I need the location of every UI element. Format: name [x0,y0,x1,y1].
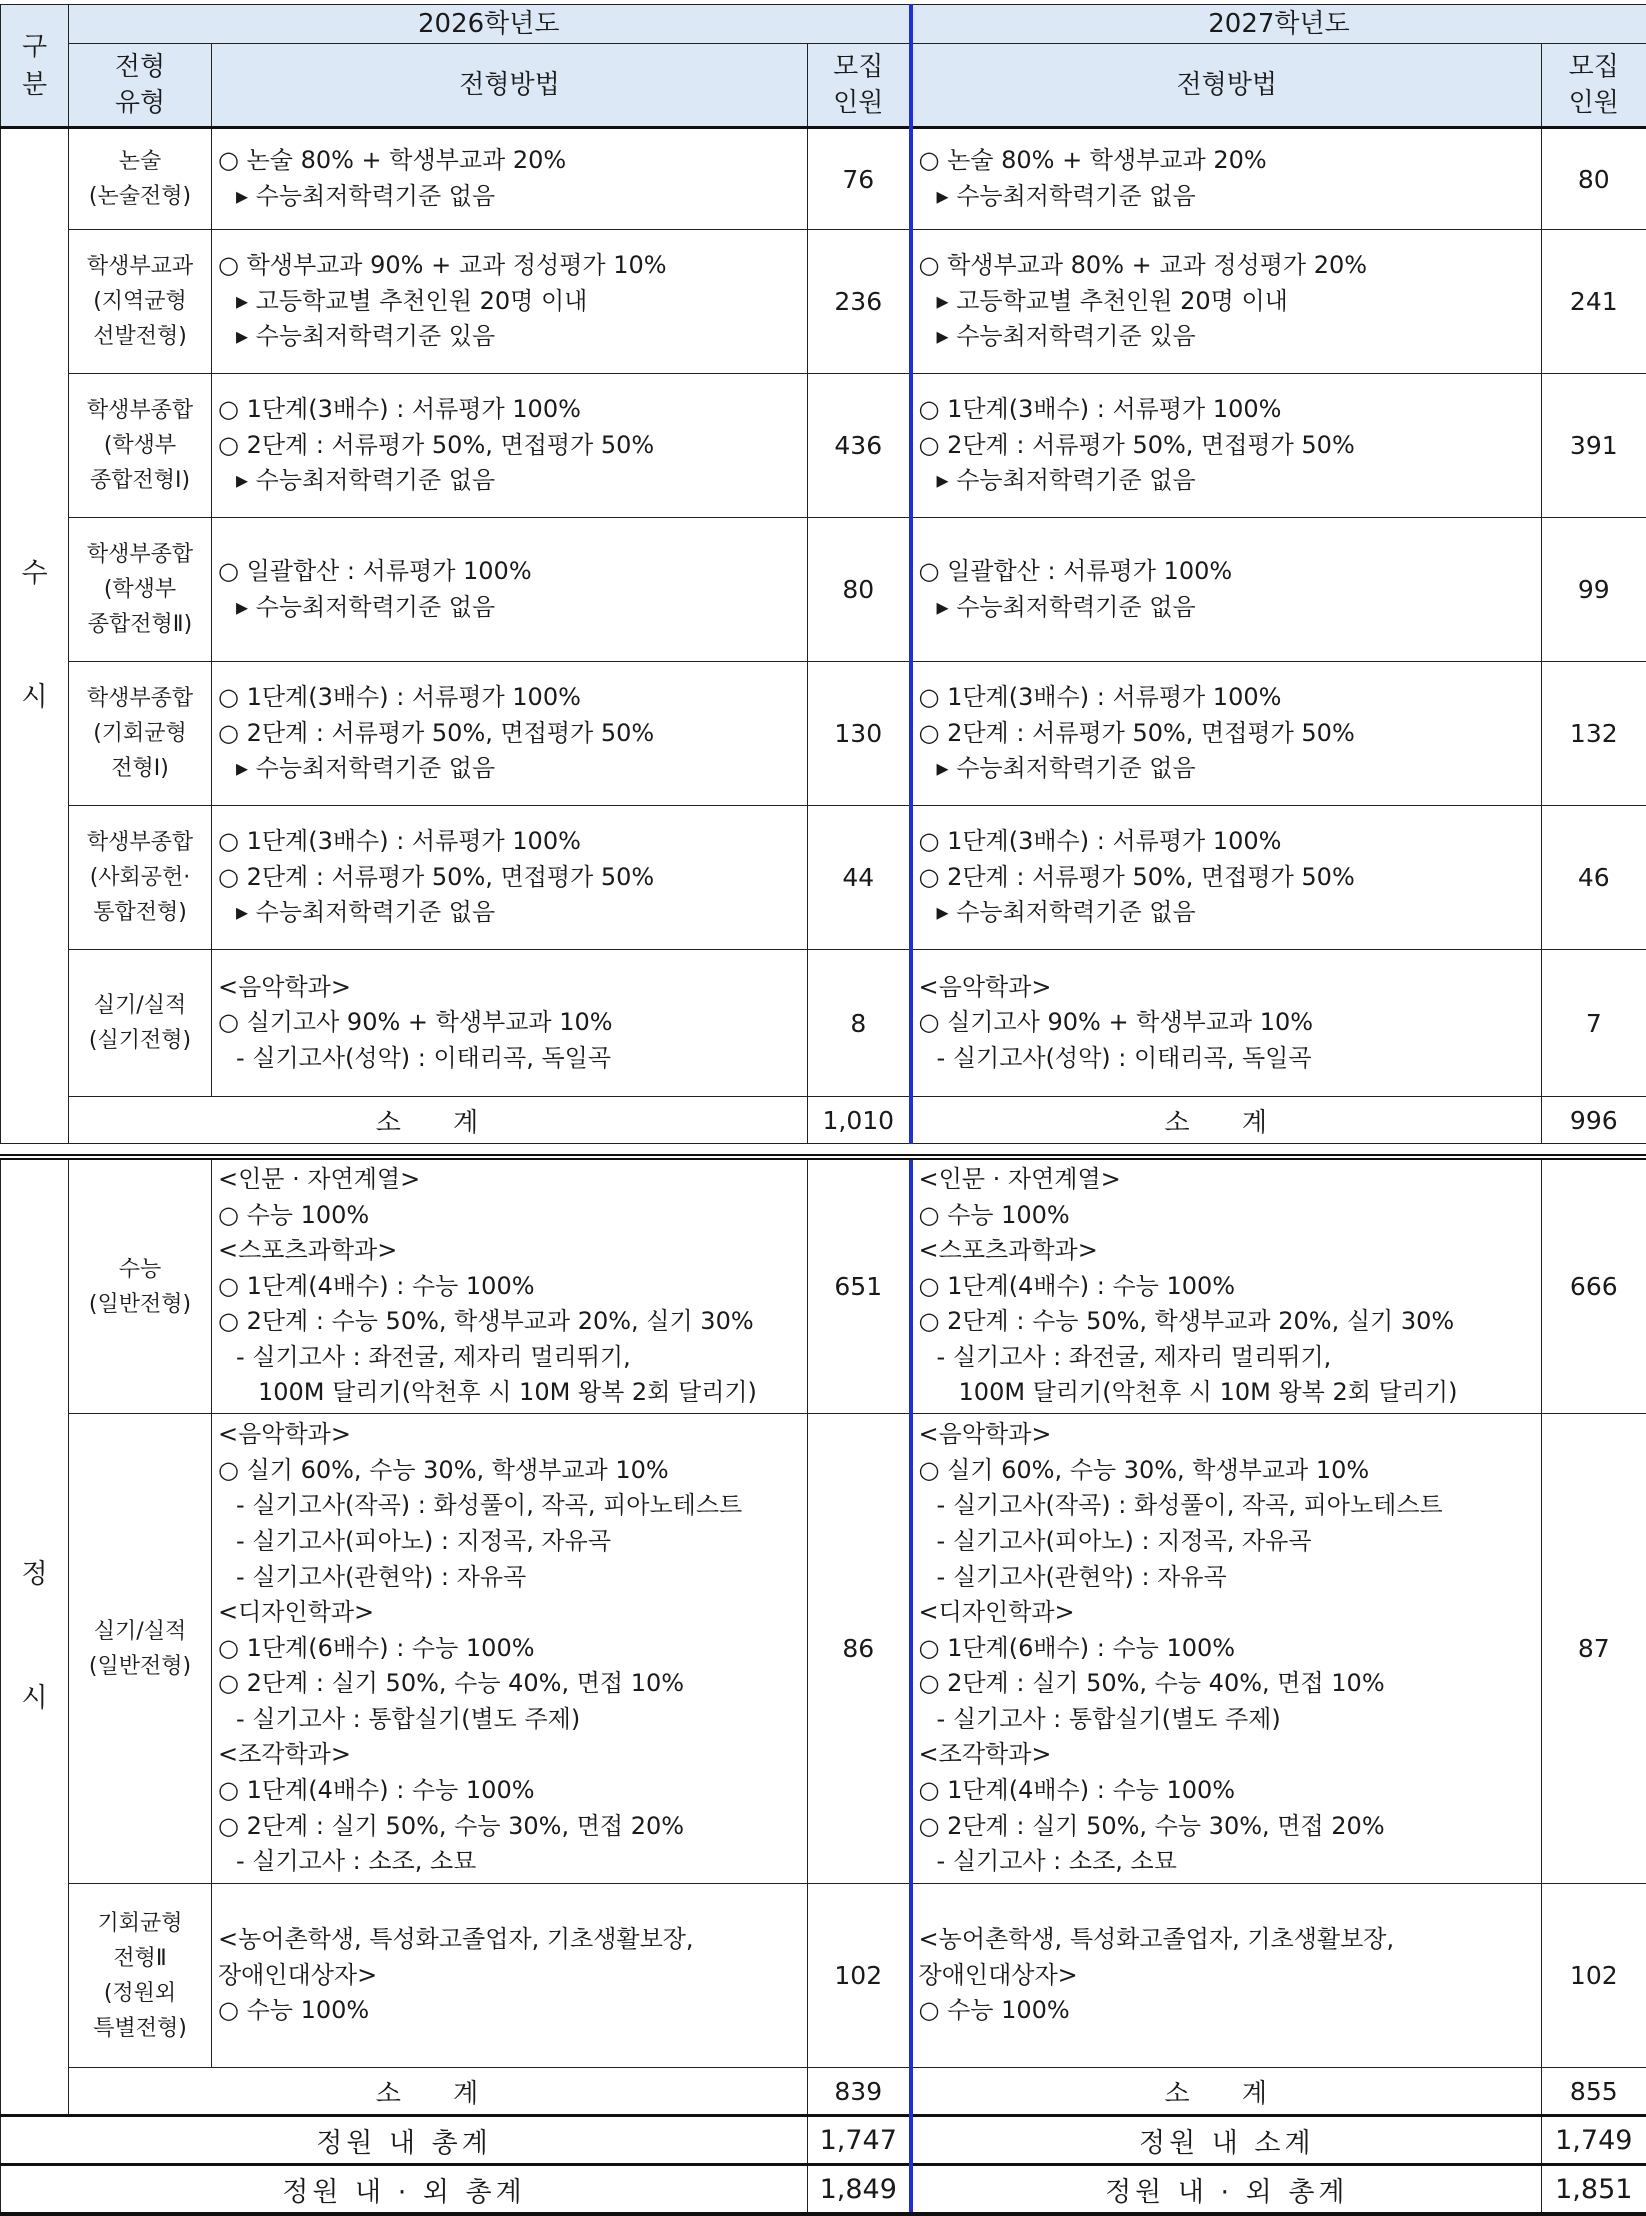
method-line: ▸ 고등학교별 추천인원 20명 이내 [919,284,1542,320]
method-line: - 실기고사(관현악) : 자유곡 [919,1560,1542,1596]
type-line: (지역균형 [69,284,211,319]
method-2026 [212,1414,808,1884]
count-2027: 391 [1542,374,1646,518]
type-line: 논술 [69,144,211,179]
method-line: ▸ 수능최저학력기준 있음 [919,319,1542,355]
method-2026 [212,518,808,662]
method-line: ▸ 고등학교별 추천인원 20명 이내 [218,284,807,320]
inner-total-row-value-2027: 1,749 [1542,2116,1646,2165]
count-2026: 130 [808,662,911,806]
method-2027 [911,950,1542,1097]
method-line: ○ 수능 100% [919,1198,1542,1234]
inner-total-row-label-2026: 정원 내 총계 [1,2116,808,2165]
method-2027 [911,128,1542,230]
method-2026 [212,128,808,230]
method-line: ○ 1단계(3배수) : 서류평가 100% [218,392,807,428]
count-2027: 102 [1542,1884,1646,2068]
admission-type [69,950,212,1097]
header-line: 모집 [808,49,909,85]
type-line: 기회균형 [69,1906,211,1941]
count-2026: 236 [808,230,911,374]
count-2027: 87 [1542,1414,1646,1884]
count-2027: 132 [1542,662,1646,806]
type-line: 특별전형) [69,2011,211,2046]
header-line: 인원 [808,85,909,121]
method-2026 [212,230,808,374]
section-char: 수 [1,543,68,605]
method-line: 장애인대상자> [919,1958,1542,1994]
method-line: - 실기고사(작곡) : 화성풀이, 작곡, 피아노테스트 [919,1488,1542,1524]
method-2026 [212,1157,808,1414]
type-line: (학생부 [69,572,211,607]
susi-row [1,374,1646,518]
type-line: 종합전형Ⅱ) [69,607,211,642]
method-line: ○ 2단계 : 실기 50%, 수능 30%, 면접 20% [919,1809,1542,1845]
type-line: 학생부교과 [69,249,211,284]
method-line: ○ 일괄합산 : 서류평가 100% [919,554,1542,590]
method-line: ○ 2단계 : 수능 50%, 학생부교과 20%, 실기 30% [218,1304,807,1340]
jeongsi-row [1,1414,1646,1884]
count-2026: 102 [808,1884,911,2068]
section-gap [1,1144,1646,1158]
method-2026 [212,374,808,518]
method-line: <인문 · 자연계열> [218,1162,807,1198]
susi-row [1,230,1646,374]
method-line: ○ 1단계(3배수) : 서류평가 100% [218,824,807,860]
method-header-2027 [911,44,1542,128]
method-line: ○ 실기고사 90% + 학생부교과 10% [218,1005,807,1041]
admission-type [69,518,212,662]
method-line: ○ 1단계(4배수) : 수능 100% [919,1773,1542,1809]
header-line: 유형 [69,85,211,121]
type-line: (일반전형) [69,1287,211,1322]
method-line: ○ 실기 60%, 수능 30%, 학생부교과 10% [218,1453,807,1489]
type-line: (논술전형) [69,179,211,214]
method-line: ▸ 수능최저학력기준 없음 [919,895,1542,931]
count-2027: 99 [1542,518,1646,662]
method-2027 [911,518,1542,662]
method-header [212,44,808,128]
type-line: 통합전형) [69,895,211,930]
type-line: 학생부종합 [69,825,211,860]
method-line: 100M 달리기(악천후 시 10M 왕복 2회 달리기) [919,1375,1542,1411]
method-line: <스포츠과학과> [919,1233,1542,1269]
susi-row [1,518,1646,662]
gubun-char: 분 [1,66,68,104]
count-2026: 86 [808,1414,911,1884]
subtotal-2026: 839 [808,2068,911,2116]
method-line: <음악학과> [218,970,807,1006]
header-row-years [1,5,1646,44]
count-2026: 80 [808,518,911,662]
method-2027 [911,662,1542,806]
method-2026 [212,806,808,950]
count-header-2027 [1542,44,1646,128]
method-line: - 실기고사(성악) : 이태리곡, 독일곡 [218,1041,807,1077]
method-line: - 실기고사(피아노) : 지정곡, 자유곡 [919,1524,1542,1560]
method-line: ○ 1단계(3배수) : 서류평가 100% [919,824,1542,860]
method-2026 [212,950,808,1097]
admission-type [69,1884,212,2068]
method-line: ○ 1단계(4배수) : 수능 100% [218,1269,807,1305]
type-line: 전형Ⅰ) [69,751,211,786]
method-line: ○ 2단계 : 서류평가 50%, 면접평가 50% [218,428,807,464]
method-line: <농어촌학생, 특성화고졸업자, 기초생활보장, [218,1922,807,1958]
gubun-char: 구 [1,28,68,66]
header-line: 전형방법 [913,67,1542,103]
method-line: ○ 실기고사 90% + 학생부교과 10% [919,1005,1542,1041]
method-line: ▸ 수능최저학력기준 있음 [218,319,807,355]
method-line: ▸ 수능최저학력기준 없음 [218,895,807,931]
method-line: ○ 1단계(3배수) : 서류평가 100% [218,680,807,716]
method-line: - 실기고사 : 통합실기(별도 주제) [919,1702,1542,1738]
susi-row [1,662,1646,806]
count-2027: 46 [1542,806,1646,950]
type-line: 학생부종합 [69,393,211,428]
method-2027 [911,1157,1542,1414]
count-header [808,44,911,128]
susi-row [1,806,1646,950]
admission-type [69,1157,212,1414]
year-2026-header: 2026학년도 [69,5,911,44]
type-line: 실기/실적 [69,1614,211,1649]
method-line: ○ 학생부교과 80% + 교과 정성평가 20% [919,248,1542,284]
count-2027: 666 [1542,1157,1646,1414]
method-line: <조각학과> [919,1737,1542,1773]
method-line: <음악학과> [919,1417,1542,1453]
type-line: (실기전형) [69,1023,211,1058]
method-line: ○ 수능 100% [919,1993,1542,2029]
method-line: <조각학과> [218,1737,807,1773]
header-line: 전형 [69,49,211,85]
method-line: ○ 수능 100% [218,1993,807,2029]
method-line: ○ 실기 60%, 수능 30%, 학생부교과 10% [919,1453,1542,1489]
susi-subtotal-row [1,1097,1646,1144]
admission-type [69,662,212,806]
method-line: ○ 1단계(6배수) : 수능 100% [919,1631,1542,1667]
method-line: ○ 2단계 : 서류평가 50%, 면접평가 50% [919,860,1542,896]
count-2026: 8 [808,950,911,1097]
header-line: 전형방법 [212,67,807,103]
header-row-columns [1,44,1646,128]
header-line: 모집 [1542,49,1646,85]
method-line: - 실기고사(관현악) : 자유곡 [218,1560,807,1596]
count-2026: 44 [808,806,911,950]
method-line: - 실기고사 : 소조, 소묘 [218,1844,807,1880]
method-line: ▸ 수능최저학력기준 없음 [919,590,1542,626]
type-line: 선발전형) [69,319,211,354]
method-line: <음악학과> [919,970,1542,1006]
susi-row [1,128,1646,230]
susi-row [1,950,1646,1097]
subtotal-label-2026: 소 계 [69,2068,808,2116]
method-2027 [911,1884,1542,2068]
admission-comparison-table [0,4,1646,2216]
inner-total-row-value-2026: 1,747 [808,2116,911,2165]
method-line: ▸ 수능최저학력기준 없음 [218,751,807,787]
method-line: <음악학과> [218,1417,807,1453]
method-line: ○ 2단계 : 실기 50%, 수능 40%, 면접 10% [919,1666,1542,1702]
subtotal-2026: 1,010 [808,1097,911,1144]
method-line: - 실기고사(피아노) : 지정곡, 자유곡 [218,1524,807,1560]
subtotal-label-2027: 소 계 [911,1097,1542,1144]
method-line: ○ 2단계 : 실기 50%, 수능 40%, 면접 10% [218,1666,807,1702]
subtotal-2027: 996 [1542,1097,1646,1144]
method-line: ○ 수능 100% [218,1198,807,1234]
gubun-header [1,5,69,128]
gap-cell [1,1144,1646,1158]
count-2026: 76 [808,128,911,230]
method-line: 100M 달리기(악천후 시 10M 왕복 2회 달리기) [218,1375,807,1411]
method-2027 [911,230,1542,374]
jeongsi-section-label [1,1157,69,2116]
method-line: ▸ 수능최저학력기준 없음 [218,590,807,626]
type-line: 학생부종합 [69,537,211,572]
method-line: <디자인학과> [919,1595,1542,1631]
jeongsi-row [1,1884,1646,2068]
method-line: ○ 1단계(3배수) : 서류평가 100% [919,680,1542,716]
type-line: 수능 [69,1252,211,1287]
method-line: ▸ 수능최저학력기준 없음 [218,179,807,215]
admission-type [69,806,212,950]
method-line: ○ 학생부교과 90% + 교과 정성평가 10% [218,248,807,284]
method-line: ▸ 수능최저학력기준 없음 [919,463,1542,499]
type-line: (기회균형 [69,716,211,751]
admission-type [69,230,212,374]
method-line: ▸ 수능최저학력기준 없음 [218,463,807,499]
method-line: <농어촌학생, 특성화고졸업자, 기초생활보장, [919,1922,1542,1958]
admission-type [69,1414,212,1884]
type-line: 종합전형Ⅰ) [69,463,211,498]
method-line: - 실기고사 : 소조, 소묘 [919,1844,1542,1880]
method-line: - 실기고사(작곡) : 화성풀이, 작곡, 피아노테스트 [218,1488,807,1524]
type-line: (일반전형) [69,1649,211,1684]
jeongsi-subtotal-row [1,2068,1646,2116]
method-line: <디자인학과> [218,1595,807,1631]
method-line: - 실기고사 : 통합실기(별도 주제) [218,1702,807,1738]
jeongsi-row [1,1157,1646,1414]
type-line: 전형Ⅱ [69,1941,211,1976]
method-line: ○ 1단계(4배수) : 수능 100% [218,1773,807,1809]
method-line: ○ 논술 80% + 학생부교과 20% [919,143,1542,179]
subtotal-2027: 855 [1542,2068,1646,2116]
count-2027: 7 [1542,950,1646,1097]
type-line: (사회공헌· [69,860,211,895]
count-2027: 80 [1542,128,1646,230]
method-line: ○ 1단계(6배수) : 수능 100% [218,1631,807,1667]
header-line: 인원 [1542,85,1646,121]
method-line: - 실기고사 : 좌전굴, 제자리 멀리뛰기, [919,1340,1542,1376]
all-total-row-value-2026: 1,849 [808,2165,911,2215]
admission-type [69,128,212,230]
all-total-row-label-2026: 정원 내 · 외 총계 [1,2165,808,2215]
method-line: ○ 2단계 : 서류평가 50%, 면접평가 50% [919,428,1542,464]
type-line: (정원외 [69,1976,211,2011]
method-2026 [212,662,808,806]
all-total-row-label-2027: 정원 내 · 외 총계 [911,2165,1542,2215]
type-line: (학생부 [69,428,211,463]
method-line: ○ 1단계(3배수) : 서류평가 100% [919,392,1542,428]
method-2027 [911,374,1542,518]
section-char [1,605,68,667]
count-2027: 241 [1542,230,1646,374]
inner-total-row [1,2116,1646,2165]
method-2026 [212,1884,808,2068]
method-line: - 실기고사(성악) : 이태리곡, 독일곡 [919,1041,1542,1077]
count-2026: 651 [808,1157,911,1414]
type-line: 실기/실적 [69,988,211,1023]
method-line: <스포츠과학과> [218,1233,807,1269]
section-char: 시 [1,667,68,729]
method-line: ○ 논술 80% + 학생부교과 20% [218,143,807,179]
type-header [69,44,212,128]
year-2027-header: 2027학년도 [911,5,1646,44]
method-2027 [911,806,1542,950]
section-char: 정 [1,1544,68,1606]
method-line: ○ 일괄합산 : 서류평가 100% [218,554,807,590]
method-line: ○ 2단계 : 서류평가 50%, 면접평가 50% [919,716,1542,752]
all-total-row-value-2027: 1,851 [1542,2165,1646,2215]
method-line: 장애인대상자> [218,1958,807,1994]
susi-section-label [1,128,69,1144]
admission-type [69,374,212,518]
method-line: ▸ 수능최저학력기준 없음 [919,179,1542,215]
method-2027 [911,1414,1542,1884]
method-line: ○ 2단계 : 수능 50%, 학생부교과 20%, 실기 30% [919,1304,1542,1340]
method-line: <인문 · 자연계열> [919,1162,1542,1198]
all-total-row [1,2165,1646,2215]
method-line: ○ 2단계 : 실기 50%, 수능 30%, 면접 20% [218,1809,807,1845]
method-line: ○ 2단계 : 서류평가 50%, 면접평가 50% [218,860,807,896]
type-line: 학생부종합 [69,681,211,716]
method-line: ▸ 수능최저학력기준 없음 [919,751,1542,787]
inner-total-row-label-2027: 정원 내 소계 [911,2116,1542,2165]
section-char: 시 [1,1668,68,1730]
method-line: - 실기고사 : 좌전굴, 제자리 멀리뛰기, [218,1340,807,1376]
section-char [1,1606,68,1668]
subtotal-label-2026: 소 계 [69,1097,808,1144]
count-2026: 436 [808,374,911,518]
method-line: ○ 2단계 : 서류평가 50%, 면접평가 50% [218,716,807,752]
method-line: ○ 1단계(4배수) : 수능 100% [919,1269,1542,1305]
subtotal-label-2027: 소 계 [911,2068,1542,2116]
